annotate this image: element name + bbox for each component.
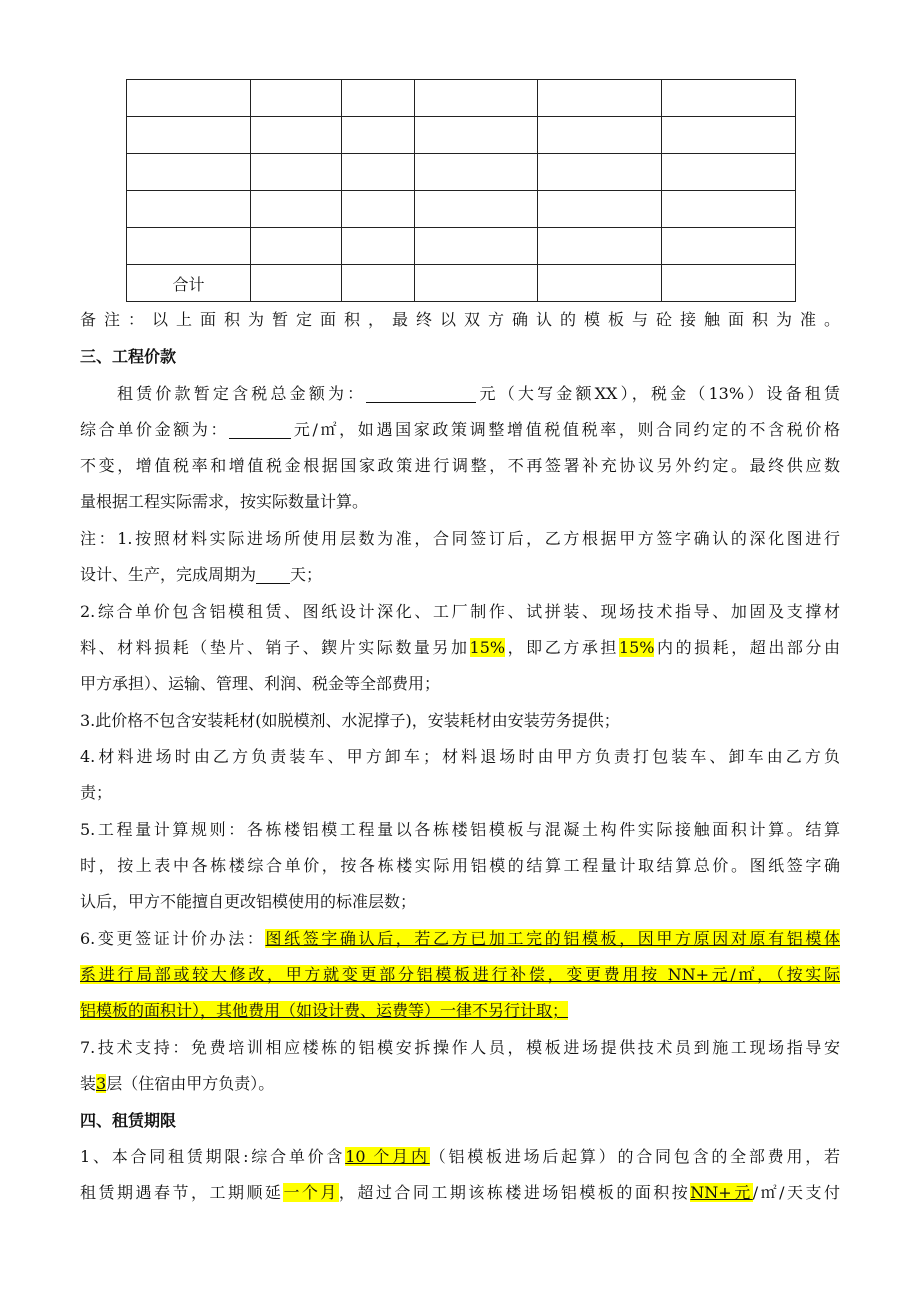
table-cell <box>538 117 662 154</box>
table-cell: 合计 <box>127 265 251 302</box>
table-cell <box>662 228 796 265</box>
section-3-heading: 三、工程价款 <box>80 347 177 366</box>
table-cell <box>251 80 342 117</box>
table-cell <box>342 80 415 117</box>
price-paragraph-line-1: 租赁价款暂定含税总金额为： 元（大写金额XX），税金（13%）设备租赁 <box>117 384 840 403</box>
note-3: 3.此价格不包含安装耗材(如脱模剂、水泥撑子)，安装耗材由安装劳务提供； <box>80 711 620 730</box>
table-cell <box>127 191 251 228</box>
lease-term-line-1: 1、本合同租赁期限:综合单价含10 个月内（铝模板进场后起算）的合同包含的全部费用，若 <box>80 1147 840 1166</box>
note-7-line-2: 装3层（住宿由甲方负责）。 <box>80 1074 275 1093</box>
note-5-line-1: 5.工程量计算规则：各栋楼铝模工程量以各栋楼铝模板与混凝土构件实际接触面积计算。结算 <box>80 820 840 839</box>
table-cell <box>538 154 662 191</box>
table-row <box>127 154 796 191</box>
change-pricing-highlight-3: 铝模板的面积计），其他费用（如设计费、运费等）一律不另行计取； <box>80 1001 569 1020</box>
table-cell <box>662 265 796 302</box>
unit-price-blank[interactable] <box>229 418 291 439</box>
table-cell <box>251 117 342 154</box>
table-row <box>127 80 796 117</box>
loss-percent-1: 15% <box>469 638 506 657</box>
table-cell <box>415 265 538 302</box>
note-2-line-2: 料、材料损耗（垫片、销子、鍥片实际数量另加15%，即乙方承担15%内的损耗，超出部分由 <box>80 638 840 657</box>
total-amount-blank[interactable] <box>366 382 476 403</box>
table-cell <box>662 191 796 228</box>
note-1-line-1: 注：1.按照材料实际进场所使用层数为准，合同签订后，乙方根据甲方签字确认的深化图进行 <box>80 529 840 548</box>
table-cell <box>662 80 796 117</box>
table-cell <box>251 191 342 228</box>
area-table-body <box>127 80 796 302</box>
note-1-line-2: 设计、生产，完成周期为 天； <box>80 565 323 584</box>
table-cell <box>342 117 415 154</box>
table-cell <box>538 191 662 228</box>
area-note: 备注：以上面积为暂定面积，最终以双方确认的模板与砼接触面积为准。 <box>80 310 840 329</box>
note-6-line-3 <box>80 993 840 1029</box>
table-cell <box>127 80 251 117</box>
note-6-line-2 <box>80 957 840 993</box>
table-row <box>127 117 796 154</box>
completion-days-blank[interactable] <box>256 563 290 584</box>
table-cell <box>251 228 342 265</box>
table-cell <box>127 154 251 191</box>
table-cell <box>342 154 415 191</box>
table-row <box>127 228 796 265</box>
table-cell <box>342 265 415 302</box>
table-cell <box>415 80 538 117</box>
table-cell <box>127 117 251 154</box>
table-cell <box>538 228 662 265</box>
extension-highlight: 一个月 <box>283 1183 339 1202</box>
note-4-line-2: 责； <box>80 783 113 802</box>
section-4-heading: 四、租赁期限 <box>80 1111 177 1130</box>
table-cell <box>251 265 342 302</box>
area-table <box>126 79 796 302</box>
table-cell <box>538 80 662 117</box>
note-4-line-1: 4.材料进场时由乙方负责装车、甲方卸车；材料退场时由甲方负责打包装车、卸车由乙方负 <box>80 747 840 766</box>
table-cell <box>662 154 796 191</box>
table-row <box>127 265 796 302</box>
table-cell <box>415 191 538 228</box>
price-paragraph-line-3: 不变，增值税率和增值税金根据国家政策进行调整，不再签署补充协议另外约定。最终供应数 <box>80 456 840 475</box>
note-2-line-1: 2.综合单价包含铝模租赁、图纸设计深化、工厂制作、试拼装、现场技术指导、加固及支撑材 <box>80 602 840 621</box>
guidance-floors-count: 3 <box>96 1074 107 1093</box>
note-6-line-1: 6.变更签证计价办法：图纸签字确认后，若乙方已加工完的铝模板，因甲方原因对原有铝模体 <box>80 929 840 948</box>
table-cell <box>415 117 538 154</box>
note-2-line-3: 甲方承担）、运输、管理、利润、税金等全部费用； <box>80 674 441 693</box>
table-row <box>127 191 796 228</box>
note-5-line-2: 时，按上表中各栋楼综合单价，按各栋楼实际用铝模的结算工程量计取结算总价。图纸签字确 <box>80 856 840 875</box>
table-cell <box>342 191 415 228</box>
price-paragraph-line-4: 量根据工程实际需求，按实际数量计算。 <box>80 492 369 511</box>
price-paragraph-line-2: 综合单价金额为： 元/㎡，如遇国家政策调整增值税值税率，则合同约定的不含税价格 <box>80 420 840 439</box>
overtime-rate-highlight: NN+元 <box>690 1183 753 1202</box>
table-cell <box>415 228 538 265</box>
table-cell <box>662 117 796 154</box>
change-pricing-highlight-1: 图纸签字确认后，若乙方已加工完的铝模板，因甲方原因对原有铝模体 <box>265 929 840 948</box>
loss-percent-2: 15% <box>618 638 655 657</box>
table-cell <box>415 154 538 191</box>
table-cell <box>127 228 251 265</box>
lease-term-line-2: 租赁期遇春节，工期顺延一个月，超过合同工期该栋楼进场铝模板的面积按NN+元/㎡/天支付 <box>80 1183 840 1202</box>
note-5-line-3: 认后，甲方不能擅自更改铝模使用的标准层数； <box>80 892 417 911</box>
table-cell <box>251 154 342 191</box>
change-pricing-highlight-2: 系进行局部或较大修改，甲方就变更部分铝模板进行补偿，变更费用按 NN+元/㎡，（按实际 <box>80 965 840 984</box>
table-cell <box>538 265 662 302</box>
note-7-line-1: 7.技术支持：免费培训相应楼栋的铝模安拆操作人员，模板进场提供技术员到施工现场指导安 <box>80 1038 840 1057</box>
lease-months-highlight: 10 个月内 <box>345 1147 430 1166</box>
table-cell <box>342 228 415 265</box>
